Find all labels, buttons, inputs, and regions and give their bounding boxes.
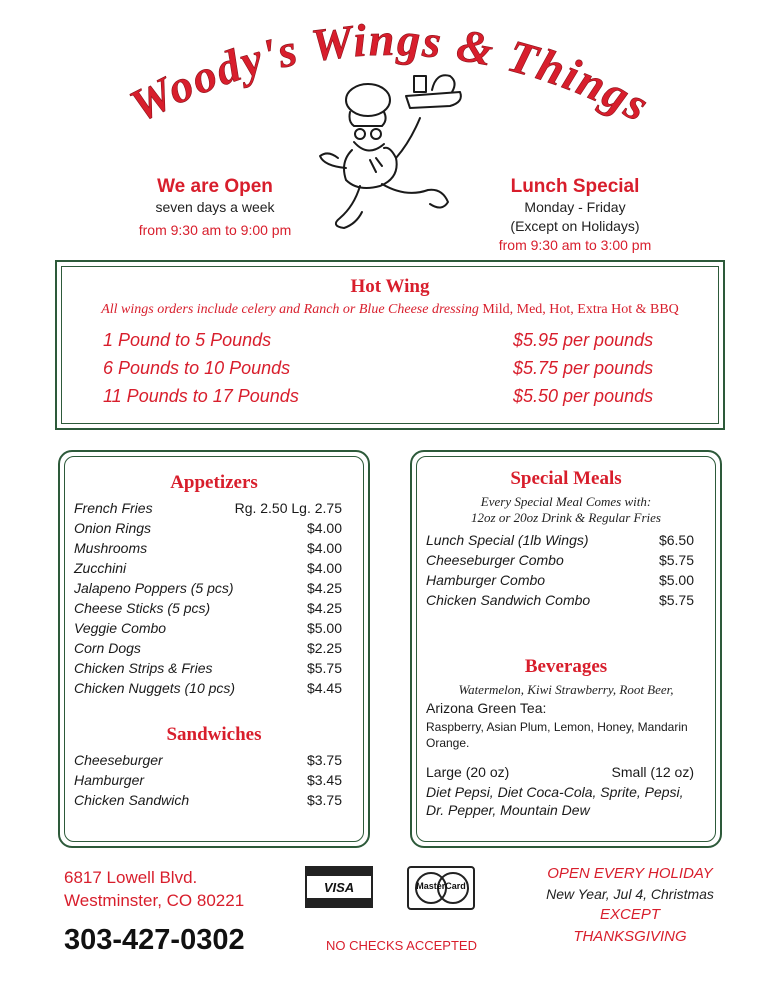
open-days: seven days a week [155, 199, 275, 215]
chef-mascot-icon [310, 62, 470, 237]
item-price: $5.75 [658, 552, 694, 568]
wing-price-row [103, 358, 671, 384]
holiday-notice [520, 864, 740, 948]
appetizers-sandwiches-box [58, 450, 370, 848]
open-hours: from 9:30 am to 9:00 pm [138, 222, 292, 238]
item-price: $4.25 [306, 580, 342, 596]
item-name: Onion Rings [74, 520, 152, 536]
menu-item [74, 752, 342, 772]
size-large: Large (20 oz) [426, 764, 510, 780]
wing-quantity: 6 Pounds to 10 Pounds [103, 358, 291, 378]
item-name: Hamburger Combo [426, 572, 546, 588]
menu-item [74, 500, 342, 520]
item-name: Chicken Sandwich [74, 792, 190, 808]
tea-flavors: Raspberry, Asian Plum, Lemon, Honey, Mandarin [426, 720, 688, 734]
lunch-heading: Lunch Special [510, 176, 640, 197]
item-price: $3.75 [306, 752, 342, 768]
item-name: French Fries [74, 500, 153, 516]
wing-quantity: 11 Pounds to 17 Pounds [103, 386, 299, 406]
beverage-line [426, 802, 706, 822]
wing-price-row [103, 386, 671, 412]
lunch-special-block [470, 176, 680, 255]
item-price: $4.45 [306, 680, 342, 696]
wing-price: $5.75 per pounds [513, 358, 654, 378]
hot-wing-flavors: Mild, Med, Hot, Extra Hot & BBQ [478, 302, 679, 317]
item-name: Cheeseburger Combo [426, 552, 564, 568]
item-name: Mushrooms [74, 540, 148, 556]
address-street: 6817 Lowell Blvd. [64, 868, 198, 887]
menu-item [426, 552, 694, 572]
title-text: Woody's Wings & Things [121, 13, 659, 132]
menu-item [74, 600, 342, 620]
special-meals-beverages-box [410, 450, 722, 848]
item-name: Hamburger [74, 772, 145, 788]
menu-item [74, 660, 342, 680]
menu-item [74, 640, 342, 660]
menu-item [74, 792, 342, 812]
item-price: $3.75 [306, 792, 342, 808]
menu-item [74, 580, 342, 600]
item-name: Chicken Nuggets (10 pcs) [74, 680, 236, 696]
beverage-line [426, 784, 706, 804]
item-name: Veggie Combo [74, 620, 167, 636]
soda-list: Diet Pepsi, Diet Coca-Cola, Sprite, Pepsi, [426, 784, 684, 800]
size-small: Small (12 oz) [611, 764, 694, 780]
visa-label: VISA [323, 880, 355, 895]
lunch-note: (Except on Holidays) [510, 218, 640, 234]
wing-price-row [103, 330, 671, 356]
item-price: $6.50 [658, 532, 694, 548]
beverage-flavors: Watermelon, Kiwi Strawberry, Root Beer, [458, 682, 674, 697]
item-price: $3.45 [306, 772, 342, 788]
arizona-label: Arizona Green Tea: [426, 700, 547, 716]
soda-list-cont: Dr. Pepper, Mountain Dew [426, 802, 590, 818]
lunch-days: Monday - Friday [524, 199, 626, 215]
hot-wing-description [57, 302, 723, 318]
holiday-list: New Year, Jul 4, Christmas [546, 886, 714, 902]
no-checks-notice: NO CHECKS ACCEPTED [326, 938, 477, 953]
item-price: $5.00 [658, 572, 694, 588]
item-price: $5.00 [306, 620, 342, 636]
menu-item [426, 532, 694, 552]
item-name: Cheese Sticks (5 pcs) [74, 600, 211, 616]
menu-item [74, 520, 342, 540]
sandwiches-title: Sandwiches [166, 724, 262, 745]
item-price: Rg. 2.50 Lg. 2.75 [234, 500, 342, 516]
item-name: Chicken Sandwich Combo [426, 592, 591, 608]
menu-item [74, 772, 342, 792]
mastercard-logo-icon [407, 866, 475, 910]
item-price: $4.00 [306, 540, 342, 556]
hot-wing-box [55, 260, 725, 430]
wing-price: $5.95 per pounds [513, 330, 654, 350]
item-price: $4.00 [306, 520, 342, 536]
item-price: $4.00 [306, 560, 342, 576]
menu-item [74, 560, 342, 580]
item-price: $5.75 [306, 660, 342, 676]
item-name: Cheeseburger [74, 752, 163, 768]
hot-wing-title: Hot Wing [350, 276, 430, 297]
phone-number: 303-427-0302 [64, 924, 245, 956]
lunch-hours: from 9:30 am to 3:00 pm [498, 237, 652, 253]
beverage-line [426, 700, 706, 720]
item-price: $4.25 [306, 600, 342, 616]
appetizers-title: Appetizers [170, 472, 258, 493]
beverages-title: Beverages [524, 656, 608, 677]
special-meals-note-2: 12oz or 20oz Drink & Regular Fries [471, 510, 661, 525]
wing-quantity: 1 Pound to 5 Pounds [103, 330, 272, 350]
menu-item [74, 540, 342, 560]
item-name: Corn Dogs [74, 640, 141, 656]
menu-item [426, 572, 694, 592]
beverage-sizes [426, 764, 694, 784]
menu-item [74, 680, 342, 700]
item-name: Lunch Special (1lb Wings) [426, 532, 589, 548]
item-name: Chicken Strips & Fries [74, 660, 213, 676]
mastercard-label: MasterCard [416, 881, 466, 891]
tea-flavors-cont: Orange. [426, 736, 470, 750]
special-meals-title: Special Meals [510, 468, 622, 489]
item-price: $2.25 [306, 640, 342, 656]
item-name: Jalapeno Poppers (5 pcs) [74, 580, 234, 596]
special-meals-note: Every Special Meal Comes with: [480, 494, 652, 509]
item-price: $5.75 [658, 592, 694, 608]
beverage-line [426, 736, 706, 756]
holiday-heading: OPEN EVERY HOLIDAY [547, 865, 713, 882]
item-name: Zucchini [74, 560, 127, 576]
holiday-except: EXCEPT [599, 906, 660, 923]
wing-price: $5.50 per pounds [513, 386, 654, 406]
visa-logo-icon [305, 866, 373, 908]
hours-block [110, 176, 320, 240]
menu-item [74, 620, 342, 640]
hot-wing-desc-italic: All wings orders include celery and Ranch or Blue Cheese dressing [101, 302, 479, 317]
address-city: Westminster, CO 80221 [64, 891, 245, 910]
holiday-thanksgiving: THANKSGIVING [573, 928, 687, 945]
address [64, 866, 244, 912]
open-heading: We are Open [157, 176, 273, 197]
menu-item [426, 592, 694, 612]
